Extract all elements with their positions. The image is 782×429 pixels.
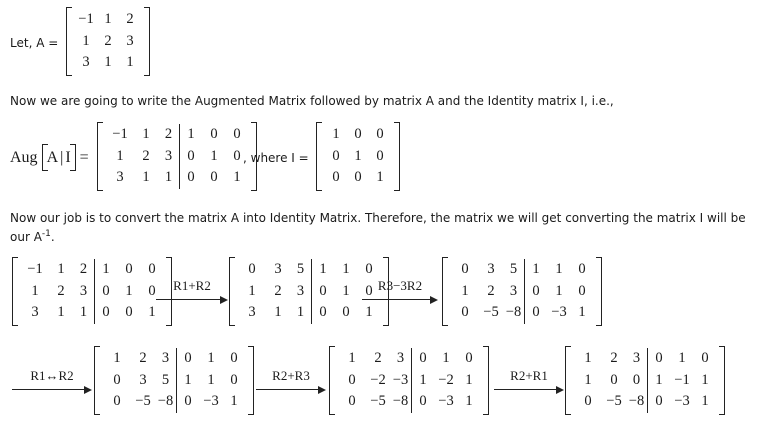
matrix-cell: 1 <box>319 261 327 278</box>
step5-arrow <box>256 368 326 396</box>
matrix-cell: 1 <box>233 169 241 186</box>
step1-op: R1+R2 <box>173 278 211 293</box>
matrix-cell: 1 <box>461 282 469 299</box>
matrix-cell: 2 <box>374 350 382 367</box>
matrix-cell: 1 <box>57 304 65 321</box>
matrix-cell: 1 <box>57 261 65 278</box>
matrix-cell: 2 <box>487 282 495 299</box>
matrix-cell: 0 <box>701 350 709 367</box>
matrix-cell: 1 <box>354 147 362 164</box>
matrix-cell: 0 <box>125 304 133 321</box>
matrix-cell: 0 <box>376 147 384 164</box>
matrix-cell: 0 <box>578 282 586 299</box>
matrix-cell: 0 <box>419 393 427 410</box>
matrix-cell: 3 <box>274 261 282 278</box>
matrix-cell: 0 <box>332 169 340 186</box>
matrix-cell: 1 <box>207 371 215 388</box>
matrix-cell: 1 <box>126 54 134 71</box>
matrix-cell: 0 <box>354 169 362 186</box>
matrix-cell: −1 <box>674 371 690 388</box>
matrix-cell: 1 <box>142 126 150 143</box>
matrix-cell: 0 <box>465 350 473 367</box>
matrix-cell: 3 <box>82 54 90 71</box>
matrix-cell: 0 <box>532 304 540 321</box>
matrix-cell: 0 <box>461 304 469 321</box>
matrix-cell: 3 <box>155 348 177 370</box>
step6-arrow <box>494 368 564 396</box>
matrix-cell: 0 <box>365 282 373 299</box>
aug-equals: = <box>79 149 89 166</box>
matrix-cell: 1 <box>584 350 592 367</box>
matrix-cell: 5 <box>503 259 525 281</box>
matrix-cell: −5 <box>135 393 151 410</box>
matrix-cell: 0 <box>655 350 663 367</box>
matrix-cell: 0 <box>419 350 427 367</box>
paragraph-convert: Now our job is to convert the matrix A into Identity Matrix. Therefore, the matrix we will get converting the matrix I will be <box>10 211 746 225</box>
matrix-cell: 0 <box>610 371 618 388</box>
matrix-cell: 3 <box>248 304 256 321</box>
where-text: , where I = <box>243 151 309 165</box>
matrix-cell: 1 <box>342 282 350 299</box>
matrix-cell: 3 <box>158 146 180 168</box>
matrix-cell: 1 <box>104 54 112 71</box>
matrix-cell: 3 <box>116 169 124 186</box>
matrix-cell: 0 <box>626 370 648 392</box>
matrix-cell: 1 <box>230 393 238 410</box>
matrix-cell: 0 <box>584 393 592 410</box>
matrix-cell: 1 <box>113 350 121 367</box>
matrix-cell: 0 <box>230 371 238 388</box>
matrix-cell: 1 <box>555 282 563 299</box>
matrix-cell: 1 <box>332 126 340 143</box>
matrix-cell: 0 <box>461 261 469 278</box>
matrix-cell: 0 <box>248 261 256 278</box>
matrix-cell: 1 <box>158 167 180 189</box>
matrix-cell: 1 <box>584 371 592 388</box>
matrix-cell: −8 <box>503 302 525 324</box>
matrix-cell: −5 <box>483 304 499 321</box>
matrix-cell: 1 <box>31 282 39 299</box>
matrix-cell: −5 <box>606 393 622 410</box>
matrix-cell: 1 <box>274 304 282 321</box>
step3-matrix <box>442 257 602 326</box>
matrix-cell: −5 <box>370 393 386 410</box>
matrix-cell: 1 <box>465 393 473 410</box>
matrix-cell: 2 <box>142 147 150 164</box>
matrix-cell: 2 <box>104 32 112 49</box>
matrix-cell: 0 <box>578 261 586 278</box>
matrix-cell: 0 <box>184 393 192 410</box>
matrix-cell: 1 <box>376 169 384 186</box>
matrix-cell: 0 <box>319 304 327 321</box>
matrix-cell: 1 <box>104 11 112 28</box>
matrix-cell: 0 <box>113 371 121 388</box>
matrix-cell: 1 <box>187 126 195 143</box>
let-label: Let, A = <box>10 36 59 50</box>
matrix-cell: 3 <box>503 281 525 303</box>
aug-expression <box>10 149 89 167</box>
step5-matrix <box>329 346 489 415</box>
matrix-cell: 3 <box>139 371 147 388</box>
matrix-cell: 0 <box>348 393 356 410</box>
step4-arrow <box>12 368 92 396</box>
matrix-cell: 0 <box>342 304 350 321</box>
matrix-cell: 0 <box>655 393 663 410</box>
matrix-cell: 3 <box>487 261 495 278</box>
matrix-cell: 1 <box>116 147 124 164</box>
matrix-cell: 1 <box>655 371 663 388</box>
matrix-cell: 1 <box>365 304 373 321</box>
step2-arrow <box>362 278 438 306</box>
inverse-superscript: -1 <box>41 229 51 239</box>
matrix-cell: 0 <box>332 147 340 164</box>
matrix-cell: 0 <box>354 126 362 143</box>
step6-matrix <box>565 346 725 415</box>
matrix-cell: −8 <box>155 391 177 413</box>
matrix-cell: 0 <box>184 350 192 367</box>
identity-matrix <box>316 122 400 191</box>
matrix-cell: 1 <box>73 302 95 324</box>
matrix-cell: 0 <box>365 261 373 278</box>
matrix-cell: 1 <box>290 302 312 324</box>
step2-op: R3−3R2 <box>377 278 423 293</box>
matrix-cell: −3 <box>203 393 219 410</box>
paragraph-convert-line2: our $A^{-1}$. <box>10 229 55 244</box>
step4-matrix <box>94 346 254 415</box>
matrix-cell: 2 <box>274 282 282 299</box>
matrix-cell: 0 <box>113 393 121 410</box>
matrix-cell: −8 <box>626 391 648 413</box>
matrix-cell: 1 <box>578 304 586 321</box>
matrix-cell: 1 <box>442 350 450 367</box>
step5-op: R2+R3 <box>272 368 310 383</box>
step1-arrow <box>156 278 228 306</box>
matrix-cell: 0 <box>187 169 195 186</box>
matrix-cell: 0 <box>233 126 241 143</box>
matrix-cell: 1 <box>465 371 473 388</box>
matrix-cell: 1 <box>678 350 686 367</box>
matrix-cell: −1 <box>112 126 128 143</box>
paragraph-intro: Now we are going to write the Augmented Matrix followed by matrix A and the Identity matrix I, i.e., <box>10 94 614 108</box>
step1-matrix <box>12 257 172 326</box>
augmented-matrix <box>97 122 257 191</box>
matrix-cell: −2 <box>370 371 386 388</box>
matrix-cell: 5 <box>290 259 312 281</box>
matrix-cell: −3 <box>390 370 412 392</box>
matrix-cell: 0 <box>148 282 156 299</box>
matrix-cell: 0 <box>102 282 110 299</box>
matrix-cell: 3 <box>31 304 39 321</box>
step6-op: R2+R1 <box>510 368 548 383</box>
matrix-cell: 5 <box>155 370 177 392</box>
matrix-cell: −3 <box>674 393 690 410</box>
aug-i: I <box>65 149 71 166</box>
matrix-cell: −3 <box>438 393 454 410</box>
matrix-cell: 1 <box>184 371 192 388</box>
matrix-cell: 3 <box>290 281 312 303</box>
matrix-cell: 1 <box>419 371 427 388</box>
matrix-cell: 1 <box>701 371 709 388</box>
matrix-cell: 2 <box>73 259 95 281</box>
aug-a: A <box>46 149 59 166</box>
matrix-cell: 1 <box>248 282 256 299</box>
matrix-cell: 1 <box>125 282 133 299</box>
matrix-cell: 1 <box>555 261 563 278</box>
matrix-cell: 1 <box>701 393 709 410</box>
aug-label: Aug <box>10 149 38 166</box>
matrix-cell: 0 <box>148 261 156 278</box>
matrix-cell: 1 <box>207 350 215 367</box>
matrix-cell: 1 <box>148 304 156 321</box>
matrix-cell: 3 <box>390 348 412 370</box>
matrix-cell: 3 <box>126 32 134 49</box>
matrix-cell: −1 <box>78 11 94 28</box>
matrix-cell: 1 <box>82 32 90 49</box>
matrix-cell: 2 <box>139 350 147 367</box>
aug-bracket-group: A | I <box>42 149 76 167</box>
matrix-cell: 3 <box>73 281 95 303</box>
matrix-cell: −3 <box>551 304 567 321</box>
matrix-cell: 0 <box>210 169 218 186</box>
matrix-cell: 3 <box>626 348 648 370</box>
matrix-cell: 0 <box>376 126 384 143</box>
matrix-cell: 1 <box>348 350 356 367</box>
matrix-cell: 0 <box>210 126 218 143</box>
matrix-cell: 0 <box>187 147 195 164</box>
matrix-cell: 0 <box>233 147 241 164</box>
matrix-cell: 2 <box>610 350 618 367</box>
matrix-cell: 0 <box>102 304 110 321</box>
matrix-cell: 0 <box>230 350 238 367</box>
matrix-cell: −2 <box>438 371 454 388</box>
matrix-cell: −1 <box>27 261 43 278</box>
step4-op: R1↔R2 <box>30 368 74 383</box>
matrix-cell: 2 <box>158 124 180 146</box>
matrix-cell: 1 <box>142 169 150 186</box>
matrix-cell: 1 <box>532 261 540 278</box>
matrix-cell: 0 <box>348 371 356 388</box>
matrix-cell: 1 <box>210 147 218 164</box>
matrix-cell: 0 <box>319 282 327 299</box>
matrix-cell: 1 <box>342 261 350 278</box>
matrix-a <box>66 7 150 76</box>
matrix-cell: −8 <box>390 391 412 413</box>
matrix-cell: 1 <box>102 261 110 278</box>
matrix-cell: 0 <box>532 282 540 299</box>
matrix-cell: 2 <box>126 11 134 28</box>
matrix-cell: 0 <box>125 261 133 278</box>
matrix-cell: 2 <box>57 282 65 299</box>
